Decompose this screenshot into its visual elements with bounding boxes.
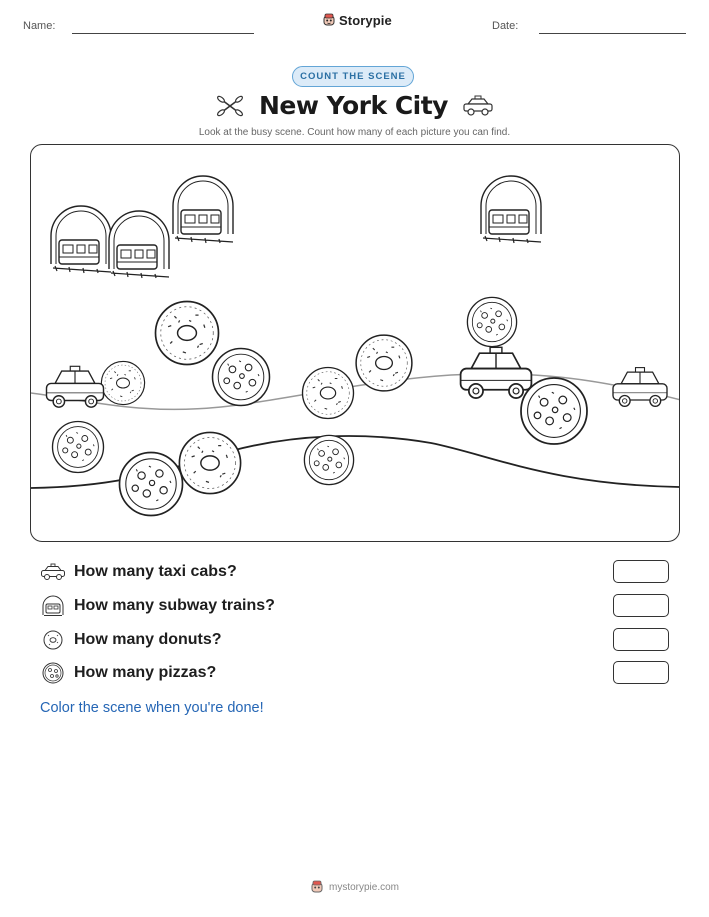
question-text: How many donuts? [74,631,222,648]
pizza [120,453,183,516]
subway-train-icon [40,596,66,616]
date-line[interactable] [539,33,686,34]
brand-name: Storypie [339,13,392,28]
question-row [40,627,680,653]
question-row [40,593,680,619]
question-text: How many pizzas? [74,664,217,681]
pizza [213,349,270,406]
storypie-mascot-icon [322,13,336,28]
title-row [0,91,709,120]
name-line[interactable] [72,33,254,34]
donut [303,368,354,419]
page-title: New York City [259,91,448,120]
count-scene[interactable] [30,144,680,542]
donut [356,335,412,391]
taxi-answer-box[interactable] [613,560,669,583]
scene-illustration [31,145,680,542]
donut [156,302,219,365]
taxi [461,347,532,398]
pizza-answer-box[interactable] [613,661,669,684]
subway-train [173,176,233,243]
donut [179,432,240,493]
name-label: Name: [23,20,56,32]
brand-logo [322,13,392,28]
pizza [53,422,104,473]
date-label: Date: [492,20,519,32]
question-row [40,559,680,585]
donut-answer-box[interactable] [613,628,669,651]
crossed-kayak-paddles-icon [215,94,245,118]
subway-train [109,211,169,278]
taxi [47,366,104,407]
footer-url[interactable]: mystorypie.com [328,882,399,893]
donut-icon [40,630,66,650]
closing-instruction: Color the scene when you're done! [40,700,264,716]
question-row [40,660,680,686]
taxi-icon [462,95,494,117]
question-text: How many taxi cabs? [74,563,237,580]
activity-type-badge: COUNT THE SCENE [292,66,414,87]
pizza [467,297,516,346]
footer [0,880,709,895]
question-text: How many subway trains? [74,597,275,614]
pizza-icon [40,663,66,683]
subway-train-answer-box[interactable] [613,594,669,617]
instructions: Look at the busy scene. Count how many of each picture you can find. [198,127,511,138]
subway-train [51,206,111,273]
donut [101,361,144,404]
taxi-icon [40,562,66,582]
subway-train [481,176,541,243]
taxi [613,368,667,407]
storypie-mascot-icon [310,880,324,895]
pizza [304,435,353,484]
